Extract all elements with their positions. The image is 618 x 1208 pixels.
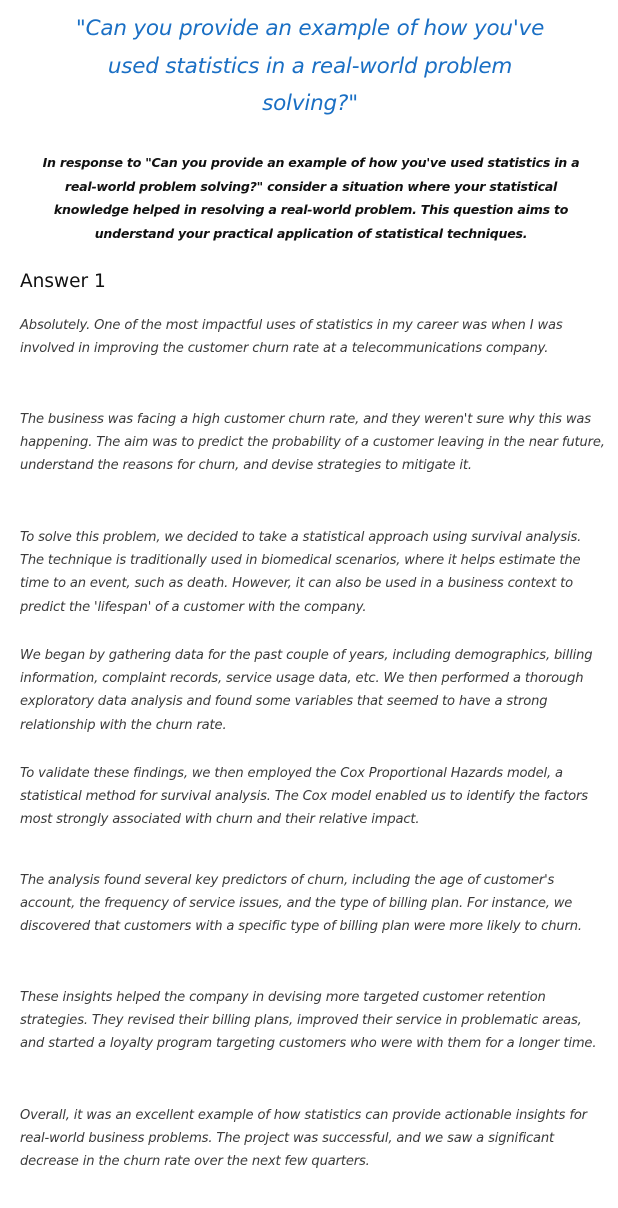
answer-paragraph: Overall, it was an excellent example of how statistics can provide actionable insights for real-world business problems. The project was successful, and we saw a significant decrease in the churn rate over the next few quarters. [20, 1108, 587, 1170]
answer-paragraph: The business was facing a high customer churn rate, and they weren't sure why this was happening. The aim was to predict the probability of a customer leaving in the near future, understand the reasons for churn, and devise strategies to mitigate it. [20, 412, 605, 474]
question-title: "Can you provide an example of how you've used statistics in a real-world problem solving?" [75, 16, 545, 116]
answer-paragraph: To validate these findings, we then employed the Cox Proportional Hazards model, a statistical method for survival analysis. The Cox model enabled us to identify the factors most strongly associated with churn and their relative impact. [20, 766, 588, 828]
answer-paragraph: Absolutely. One of the most impactful uses of statistics in my career was when I was involved in improving the customer churn rate at a telecommunications company. [20, 318, 563, 357]
answer-heading: Answer 1 [20, 271, 106, 292]
answer-paragraph: The analysis found several key predictors of churn, including the age of customer's account, the frequency of service issues, and the type of billing plan. For instance, we discovered that customers with a specific type of billing plan were more likely to churn. [20, 873, 582, 935]
answer-paragraph: These insights helped the company in devising more targeted customer retention strategies. They revised their billing plans, improved their service in problematic areas, and started a loyalty program targeting customers who were with them for a longer time. [20, 990, 597, 1052]
answer-paragraph: We began by gathering data for the past couple of years, including demographics, billing information, complaint records, service usage data, etc. We then performed a thorough exploratory data analysis and found some variables that seemed to have a strong relationship with the churn rate. [20, 648, 593, 733]
answer-paragraph: To solve this problem, we decided to take a statistical approach using survival analysis. The technique is traditionally used in biomedical scenarios, where it helps estimate the time to an event, such as death. However, it can also be used in a business context to predict the 'lifespan' of a customer with the company. [20, 530, 582, 615]
question-intro: In response to "Can you provide an example of how you've used statistics in a real-world problem solving?" consider a situation where your statistical knowledge helped in resolving a real-world problem. This question aims to understand your practical application of statistical techniques. [42, 155, 580, 241]
